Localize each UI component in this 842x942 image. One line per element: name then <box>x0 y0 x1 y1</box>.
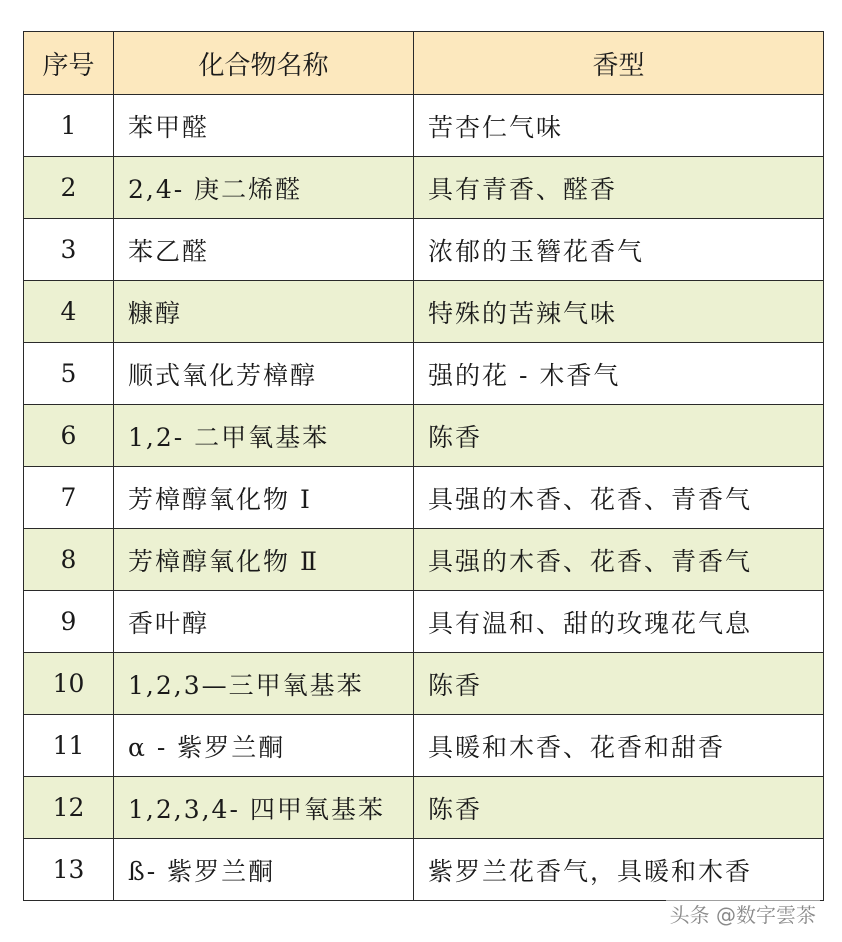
table-header <box>24 32 824 95</box>
cell-compound: 糠醇 <box>114 281 414 343</box>
cell-number: 2 <box>24 157 114 219</box>
cell-aroma: 具暖和木香、花香和甜香 <box>414 715 824 777</box>
cell-compound: 1,2- 二甲氧基苯 <box>114 405 414 467</box>
table-row <box>24 839 824 901</box>
cell-aroma: 具强的木香、花香、青香气 <box>414 529 824 591</box>
cell-aroma: 紫罗兰花香气，具暖和木香 <box>414 839 824 901</box>
cell-number: 5 <box>24 343 114 405</box>
cell-number: 10 <box>24 653 114 715</box>
header-aroma: 香型 <box>414 32 824 95</box>
header-number: 序号 <box>24 32 114 95</box>
table-row <box>24 529 824 591</box>
cell-number: 1 <box>24 95 114 157</box>
cell-compound: α - 紫罗兰酮 <box>114 715 414 777</box>
table-row <box>24 157 824 219</box>
cell-number: 9 <box>24 591 114 653</box>
cell-compound: ß- 紫罗兰酮 <box>114 839 414 901</box>
cell-number: 7 <box>24 467 114 529</box>
cell-number: 8 <box>24 529 114 591</box>
cell-aroma: 强的花 - 木香气 <box>414 343 824 405</box>
cell-number: 13 <box>24 839 114 901</box>
cell-number: 11 <box>24 715 114 777</box>
compound-aroma-table-container <box>23 31 823 901</box>
table-row <box>24 281 824 343</box>
cell-number: 4 <box>24 281 114 343</box>
cell-compound: 芳樟醇氧化物 Ⅱ <box>114 529 414 591</box>
table-row <box>24 343 824 405</box>
header-row <box>24 32 824 95</box>
table-row <box>24 653 824 715</box>
table-row <box>24 591 824 653</box>
cell-compound: 芳樟醇氧化物 Ⅰ <box>114 467 414 529</box>
compound-aroma-table <box>23 31 824 901</box>
cell-aroma: 浓郁的玉簪花香气 <box>414 219 824 281</box>
table-row <box>24 467 824 529</box>
cell-compound: 2,4- 庚二烯醛 <box>114 157 414 219</box>
table-row <box>24 715 824 777</box>
cell-aroma: 具强的木香、花香、青香气 <box>414 467 824 529</box>
table-row <box>24 777 824 839</box>
watermark: 头条 @数字雲茶 <box>666 899 820 928</box>
cell-compound: 1,2,3,4- 四甲氧基苯 <box>114 777 414 839</box>
cell-aroma: 具有青香、醛香 <box>414 157 824 219</box>
cell-compound: 1,2,3—三甲氧基苯 <box>114 653 414 715</box>
cell-number: 3 <box>24 219 114 281</box>
cell-compound: 苯乙醛 <box>114 219 414 281</box>
table-body <box>24 95 824 901</box>
cell-compound: 苯甲醛 <box>114 95 414 157</box>
cell-compound: 香叶醇 <box>114 591 414 653</box>
cell-compound: 顺式氧化芳樟醇 <box>114 343 414 405</box>
table-row <box>24 95 824 157</box>
header-compound: 化合物名称 <box>114 32 414 95</box>
cell-number: 6 <box>24 405 114 467</box>
cell-aroma: 苦杏仁气味 <box>414 95 824 157</box>
cell-aroma: 陈香 <box>414 777 824 839</box>
cell-aroma: 特殊的苦辣气味 <box>414 281 824 343</box>
table-row <box>24 405 824 467</box>
cell-aroma: 陈香 <box>414 405 824 467</box>
cell-aroma: 陈香 <box>414 653 824 715</box>
cell-number: 12 <box>24 777 114 839</box>
table-row <box>24 219 824 281</box>
cell-aroma: 具有温和、甜的玫瑰花气息 <box>414 591 824 653</box>
